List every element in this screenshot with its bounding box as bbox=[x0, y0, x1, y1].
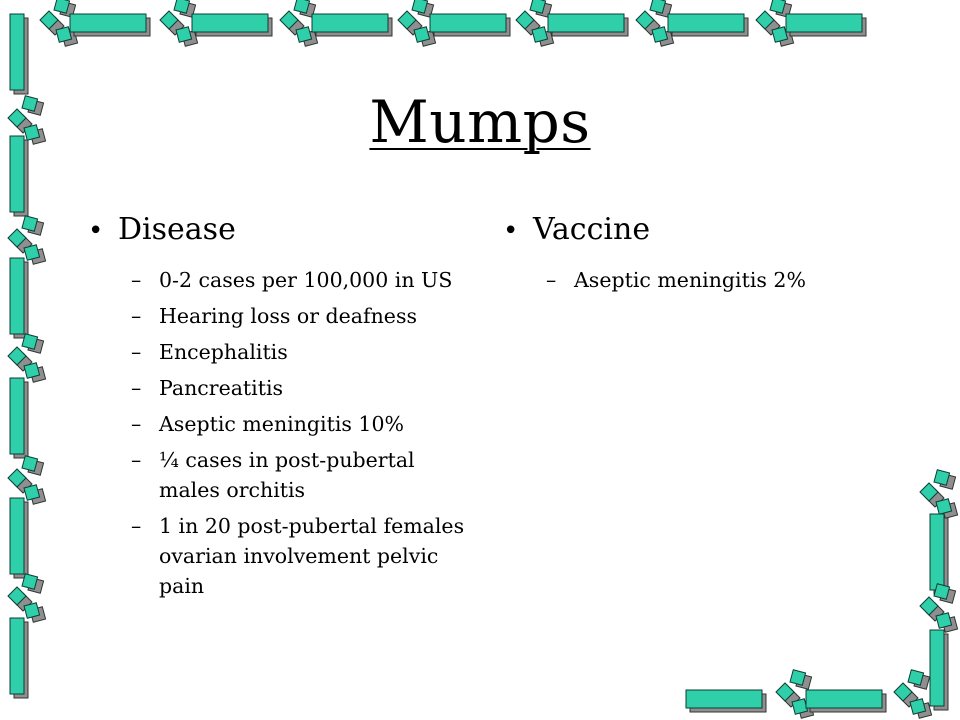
list-item: – Aseptic meningitis 2% bbox=[546, 265, 883, 295]
list-item: – Hearing loss or deafness bbox=[131, 301, 468, 331]
disease-bullet bbox=[88, 212, 468, 247]
disease-column bbox=[88, 212, 468, 607]
vaccine-heading: Vaccine bbox=[533, 212, 651, 247]
bullet-icon: • bbox=[88, 216, 104, 246]
dash-icon: – bbox=[131, 340, 142, 364]
list-item: – Encephalitis bbox=[131, 337, 468, 367]
disease-heading: Disease bbox=[118, 212, 236, 247]
vaccine-list bbox=[503, 265, 883, 295]
list-item: – ¼ cases in post-pubertal males orchitis bbox=[131, 445, 468, 505]
dash-icon: – bbox=[131, 304, 142, 328]
dash-icon: – bbox=[131, 448, 142, 472]
dash-icon: – bbox=[131, 376, 142, 400]
dash-icon: – bbox=[131, 268, 142, 292]
dash-icon: – bbox=[131, 514, 142, 538]
vaccine-bullet bbox=[503, 212, 883, 247]
list-item: – 0-2 cases per 100,000 in US bbox=[131, 265, 468, 295]
disease-list bbox=[88, 265, 468, 601]
list-item: – 1 in 20 post-pubertal females ovarian involvement pelvic pain bbox=[131, 511, 468, 601]
vaccine-column bbox=[503, 212, 883, 301]
dash-icon: – bbox=[546, 268, 557, 292]
dash-icon: – bbox=[131, 412, 142, 436]
list-item: – Pancreatitis bbox=[131, 373, 468, 403]
list-item: – Aseptic meningitis 10% bbox=[131, 409, 468, 439]
bullet-icon: • bbox=[503, 216, 519, 246]
slide-title: Mumps bbox=[369, 88, 591, 156]
